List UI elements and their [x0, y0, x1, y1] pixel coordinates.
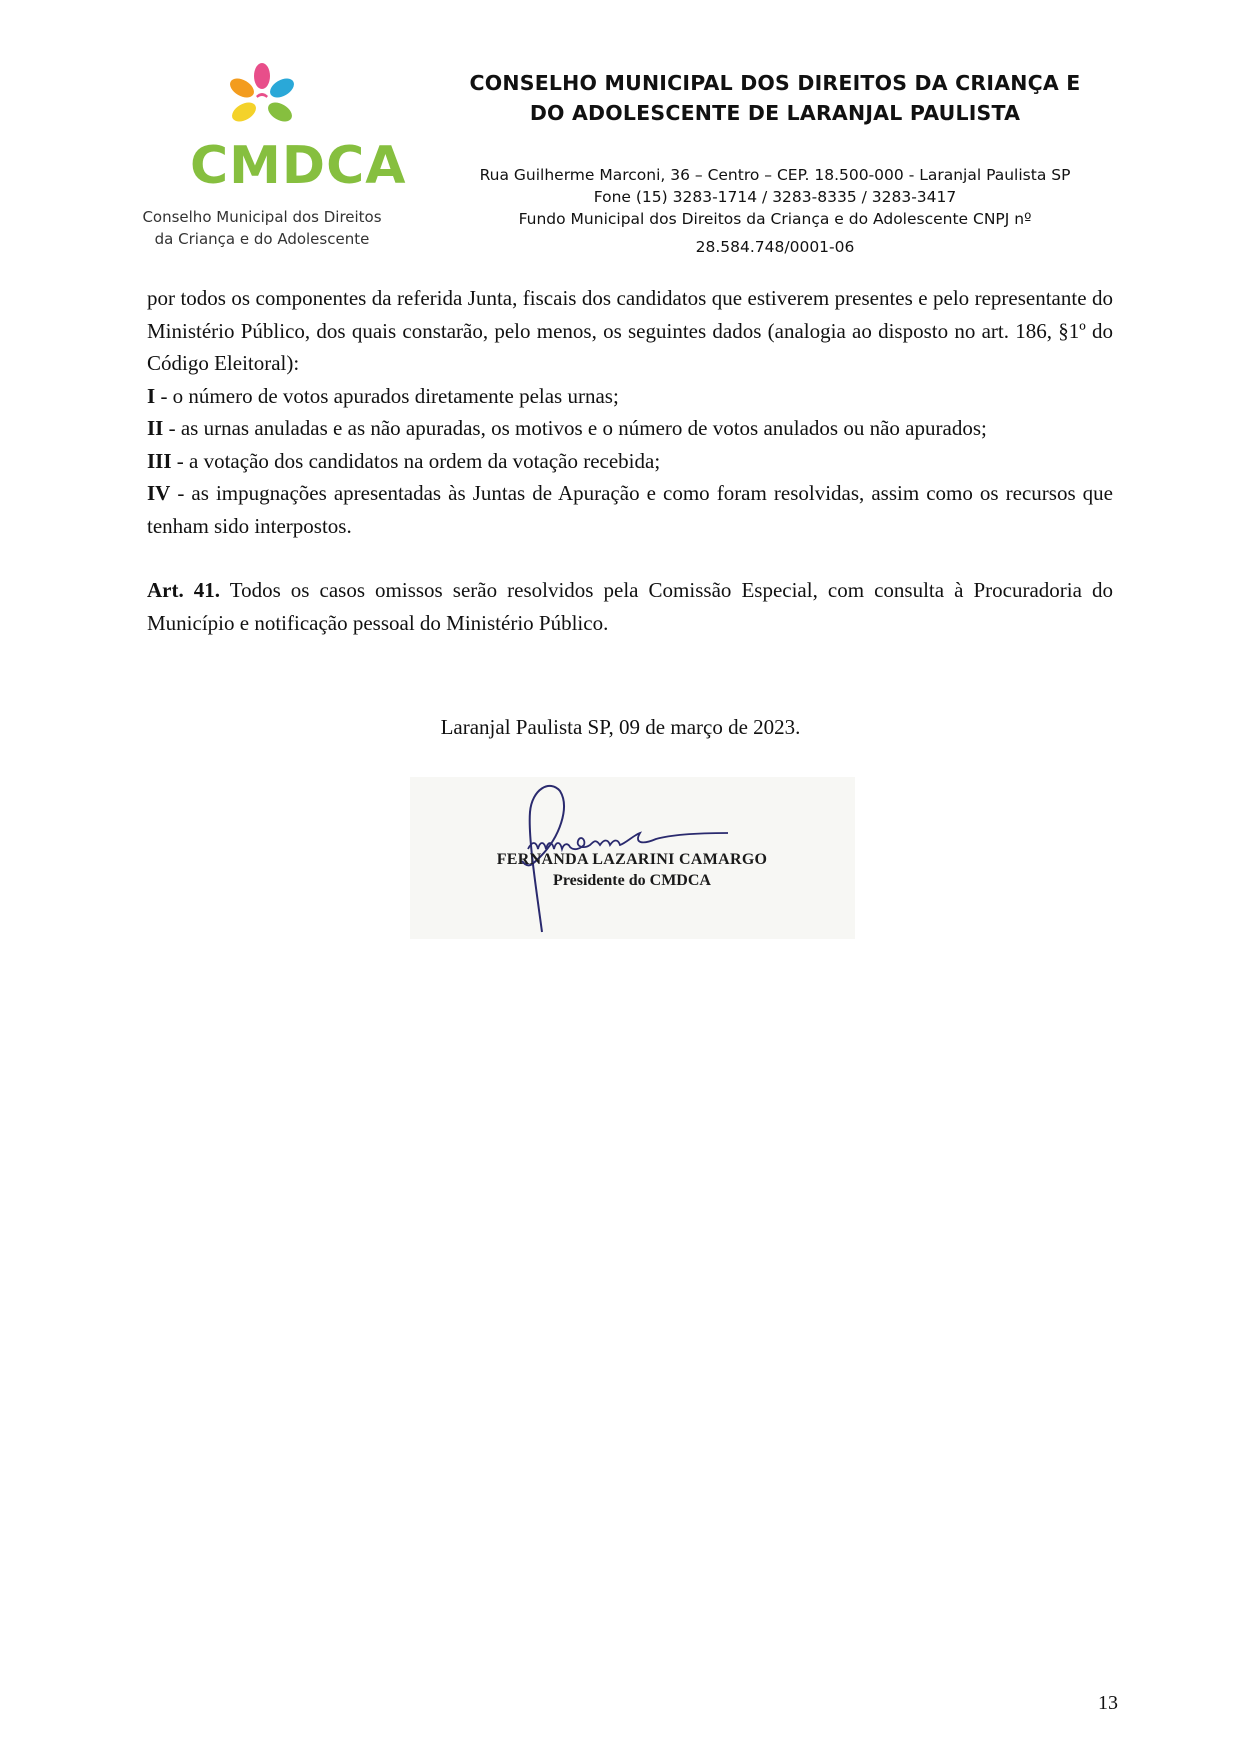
document-body: [147, 282, 1113, 639]
item-text: - a votação dos candidatos na ordem da votação recebida;: [171, 448, 661, 473]
date-line: Laranjal Paulista SP, 09 de março de 2023.: [440, 715, 801, 739]
header-address: Rua Guilherme Marconi, 36 – Centro – CEP. 18.500-000 - Laranjal Paulista SP: [479, 166, 1071, 184]
header-title: [430, 68, 1120, 128]
header-fund: Fundo Municipal dos Direitos da Criança e do Adolescente CNPJ nº: [518, 210, 1032, 228]
header-title-line2: DO ADOLESCENTE DE LARANJAL PAULISTA: [529, 101, 1021, 125]
article-text: Todos os casos omissos serão resolvidos pela Comissão Especial, com consulta à Procuradoria do Município e notificação pessoal do Ministério Público.: [147, 578, 1113, 635]
signature-block: [410, 777, 855, 939]
logo-subtitle-line2: da Criança e do Adolescente: [154, 230, 370, 248]
colorful-hands-icon: [220, 62, 304, 138]
intro-paragraph: por todos os componentes da referida Junta, fiscais dos candidatos que estiverem presentes e pelo representante do Ministério Público, dos quais constarão, pelo menos, os seguintes dados (analogia ao disposto no art. 186, §1º do Código Eleitoral):: [147, 286, 1113, 375]
header-phone: Fone (15) 3283-1714 / 3283-8335 / 3283-3417: [593, 188, 957, 206]
list-item: [147, 445, 1113, 478]
header-cnpj: 28.584.748/0001-06: [695, 238, 855, 256]
signatory-name: FERNANDA LAZARINI CAMARGO: [496, 851, 768, 868]
logo-subtitle-line1: Conselho Municipal dos Direitos: [142, 208, 382, 226]
paragraph-spacer: [147, 542, 1113, 574]
item-number: IV: [147, 481, 171, 505]
article-paragraph: [147, 574, 1113, 639]
list-item: [147, 477, 1113, 542]
cmdca-logo: [132, 62, 407, 252]
signatory-role: Presidente do CMDCA: [553, 872, 711, 889]
logo-wordmark: CMDCA: [190, 136, 407, 196]
item-number: I: [147, 383, 156, 408]
item-text: - o número de votos apurados diretamente pelas urnas;: [155, 383, 619, 408]
article-label: Art. 41.: [147, 578, 221, 602]
item-text: - as urnas anuladas e as não apuradas, os motivos e o número de votos anulados ou não apurados;: [163, 416, 987, 440]
header-title-line1: CONSELHO MUNICIPAL DOS DIREITOS DA CRIANÇA E: [469, 71, 1081, 95]
item-text: - as impugnações apresentadas às Juntas de Apuração e como foram resolvidas, assim como os recursos que tenham sido interpostos.: [147, 481, 1113, 538]
list-item: [147, 412, 1113, 445]
header-contact-info: [430, 164, 1120, 258]
logo-subtitle: [132, 206, 392, 250]
list-item: [147, 380, 1113, 413]
item-number: II: [147, 416, 164, 440]
page-number: 13: [1098, 1692, 1118, 1714]
item-number: III: [147, 448, 172, 473]
